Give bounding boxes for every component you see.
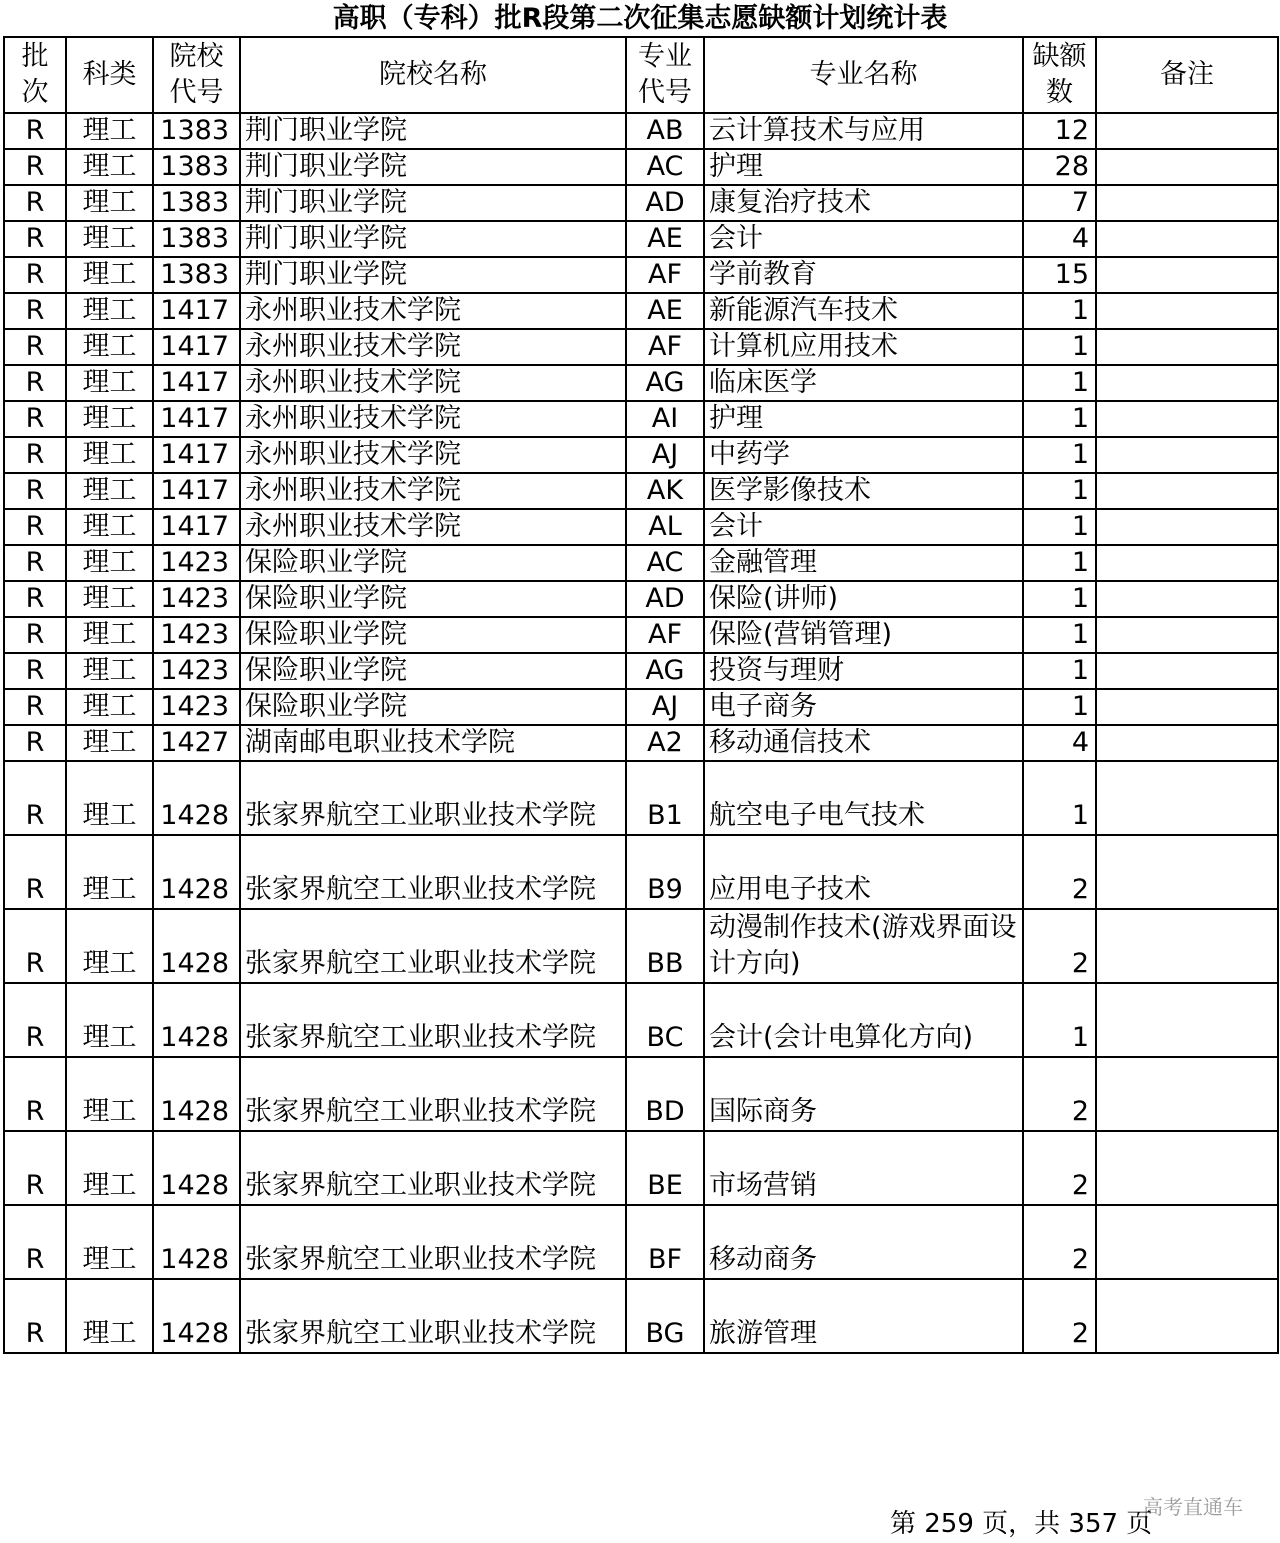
cell-shortage: 1 <box>1023 437 1096 473</box>
cell-shortage: 1 <box>1023 761 1096 835</box>
cell-type: 理工 <box>66 149 153 185</box>
table-row <box>4 1131 1278 1205</box>
cell-major-name: 云计算技术与应用 <box>704 113 1023 149</box>
cell-type: 理工 <box>66 257 153 293</box>
cell-school-name: 荆门职业学院 <box>240 221 626 257</box>
table-row <box>4 437 1278 473</box>
cell-batch: R <box>4 257 66 293</box>
cell-major-code: AL <box>626 509 704 545</box>
cell-school-code: 1428 <box>153 1057 240 1131</box>
cell-type: 理工 <box>66 437 153 473</box>
cell-shortage: 2 <box>1023 835 1096 909</box>
cell-school-code: 1423 <box>153 545 240 581</box>
cell-note <box>1096 1057 1278 1131</box>
table-row <box>4 617 1278 653</box>
cell-note <box>1096 293 1278 329</box>
cell-school-code: 1423 <box>153 689 240 725</box>
cell-note <box>1096 653 1278 689</box>
cell-note <box>1096 689 1278 725</box>
cell-batch: R <box>4 329 66 365</box>
cell-school-code: 1428 <box>153 1279 240 1353</box>
table-row <box>4 473 1278 509</box>
cell-type: 理工 <box>66 185 153 221</box>
cell-note <box>1096 113 1278 149</box>
cell-school-code: 1417 <box>153 329 240 365</box>
cell-type: 理工 <box>66 365 153 401</box>
table-row <box>4 185 1278 221</box>
table-row <box>4 1279 1278 1353</box>
cell-school-name: 荆门职业学院 <box>240 149 626 185</box>
cell-shortage: 1 <box>1023 473 1096 509</box>
cell-note <box>1096 725 1278 761</box>
cell-batch: R <box>4 401 66 437</box>
table-row <box>4 1057 1278 1131</box>
table-row <box>4 761 1278 835</box>
cell-school-code: 1417 <box>153 293 240 329</box>
cell-major-name: 移动通信技术 <box>704 725 1023 761</box>
cell-type: 理工 <box>66 293 153 329</box>
cell-note <box>1096 149 1278 185</box>
cell-type: 理工 <box>66 473 153 509</box>
cell-shortage: 2 <box>1023 1131 1096 1205</box>
cell-note <box>1096 581 1278 617</box>
cell-school-name: 张家界航空工业职业技术学院 <box>240 1205 626 1279</box>
cell-shortage: 12 <box>1023 113 1096 149</box>
header-note: 备注 <box>1096 37 1278 113</box>
cell-batch: R <box>4 909 66 983</box>
cell-school-name: 张家界航空工业职业技术学院 <box>240 761 626 835</box>
cell-major-name: 市场营销 <box>704 1131 1023 1205</box>
cell-note <box>1096 1279 1278 1353</box>
cell-school-code: 1417 <box>153 401 240 437</box>
cell-type: 理工 <box>66 1279 153 1353</box>
cell-major-name: 动漫制作技术(游戏界面设计方向) <box>704 909 1023 983</box>
cell-major-code: BG <box>626 1279 704 1353</box>
page-number: 第 259 页，共 357 页 <box>890 1509 1153 1539</box>
table-row <box>4 365 1278 401</box>
cell-shortage: 1 <box>1023 983 1096 1057</box>
table-row <box>4 689 1278 725</box>
cell-major-name: 应用电子技术 <box>704 835 1023 909</box>
cell-batch: R <box>4 473 66 509</box>
cell-school-name: 张家界航空工业职业技术学院 <box>240 1131 626 1205</box>
cell-shortage: 1 <box>1023 689 1096 725</box>
cell-major-name: 旅游管理 <box>704 1279 1023 1353</box>
cell-major-name: 金融管理 <box>704 545 1023 581</box>
cell-note <box>1096 835 1278 909</box>
cell-school-name: 张家界航空工业职业技术学院 <box>240 983 626 1057</box>
cell-major-code: AC <box>626 545 704 581</box>
cell-shortage: 15 <box>1023 257 1096 293</box>
cell-major-name: 中药学 <box>704 437 1023 473</box>
table-row <box>4 401 1278 437</box>
table-row <box>4 653 1278 689</box>
cell-type: 理工 <box>66 909 153 983</box>
cell-school-name: 保险职业学院 <box>240 545 626 581</box>
cell-school-code: 1417 <box>153 473 240 509</box>
cell-batch: R <box>4 983 66 1057</box>
cell-school-name: 永州职业技术学院 <box>240 473 626 509</box>
cell-school-name: 湖南邮电职业技术学院 <box>240 725 626 761</box>
cell-batch: R <box>4 581 66 617</box>
cell-batch: R <box>4 1057 66 1131</box>
cell-major-code: AJ <box>626 689 704 725</box>
cell-shortage: 7 <box>1023 185 1096 221</box>
table-row <box>4 725 1278 761</box>
cell-note <box>1096 437 1278 473</box>
table-row <box>4 909 1278 983</box>
cell-major-code: AE <box>626 293 704 329</box>
table-row <box>4 983 1278 1057</box>
cell-major-name: 计算机应用技术 <box>704 329 1023 365</box>
cell-major-code: B9 <box>626 835 704 909</box>
cell-school-name: 永州职业技术学院 <box>240 437 626 473</box>
cell-shortage: 1 <box>1023 365 1096 401</box>
header-row <box>4 37 1278 113</box>
cell-major-code: AI <box>626 401 704 437</box>
cell-school-name: 张家界航空工业职业技术学院 <box>240 835 626 909</box>
cell-batch: R <box>4 835 66 909</box>
cell-major-name: 护理 <box>704 149 1023 185</box>
cell-type: 理工 <box>66 617 153 653</box>
cell-school-name: 荆门职业学院 <box>240 185 626 221</box>
cell-type: 理工 <box>66 1131 153 1205</box>
cell-type: 理工 <box>66 113 153 149</box>
cell-shortage: 1 <box>1023 617 1096 653</box>
cell-batch: R <box>4 617 66 653</box>
cell-shortage: 1 <box>1023 545 1096 581</box>
cell-type: 理工 <box>66 545 153 581</box>
cell-school-name: 张家界航空工业职业技术学院 <box>240 1279 626 1353</box>
cell-major-code: B1 <box>626 761 704 835</box>
cell-batch: R <box>4 1205 66 1279</box>
cell-school-name: 永州职业技术学院 <box>240 293 626 329</box>
cell-school-name: 张家界航空工业职业技术学院 <box>240 909 626 983</box>
cell-batch: R <box>4 437 66 473</box>
table-row <box>4 257 1278 293</box>
header-batch: 批 次 <box>4 37 66 113</box>
header-major-code: 专业 代号 <box>626 37 704 113</box>
cell-major-name: 康复治疗技术 <box>704 185 1023 221</box>
cell-shortage: 1 <box>1023 653 1096 689</box>
cell-major-code: AD <box>626 581 704 617</box>
header-shortage: 缺额 数 <box>1023 37 1096 113</box>
cell-school-name: 永州职业技术学院 <box>240 329 626 365</box>
cell-type: 理工 <box>66 653 153 689</box>
cell-major-name: 航空电子电气技术 <box>704 761 1023 835</box>
cell-major-name: 电子商务 <box>704 689 1023 725</box>
cell-school-name: 保险职业学院 <box>240 689 626 725</box>
cell-note <box>1096 473 1278 509</box>
header-school-name: 院校名称 <box>240 37 626 113</box>
cell-school-code: 1423 <box>153 617 240 653</box>
cell-note <box>1096 221 1278 257</box>
cell-batch: R <box>4 689 66 725</box>
cell-major-code: AB <box>626 113 704 149</box>
cell-batch: R <box>4 653 66 689</box>
cell-major-code: AF <box>626 617 704 653</box>
cell-major-code: AF <box>626 329 704 365</box>
cell-note <box>1096 185 1278 221</box>
cell-school-code: 1417 <box>153 437 240 473</box>
cell-major-name: 保险(营销管理) <box>704 617 1023 653</box>
cell-school-code: 1383 <box>153 185 240 221</box>
cell-batch: R <box>4 1279 66 1353</box>
cell-shortage: 1 <box>1023 401 1096 437</box>
cell-school-name: 荆门职业学院 <box>240 257 626 293</box>
cell-school-code: 1417 <box>153 509 240 545</box>
cell-major-name: 学前教育 <box>704 257 1023 293</box>
shortage-table <box>3 36 1279 1354</box>
cell-note <box>1096 761 1278 835</box>
cell-shortage: 1 <box>1023 293 1096 329</box>
watermark: 高考直通车 <box>1143 1495 1243 1519</box>
cell-note <box>1096 1131 1278 1205</box>
cell-shortage: 2 <box>1023 909 1096 983</box>
cell-school-code: 1423 <box>153 653 240 689</box>
cell-type: 理工 <box>66 689 153 725</box>
table-row <box>4 545 1278 581</box>
cell-school-code: 1423 <box>153 581 240 617</box>
cell-major-code: BD <box>626 1057 704 1131</box>
table-row <box>4 835 1278 909</box>
cell-type: 理工 <box>66 401 153 437</box>
cell-batch: R <box>4 509 66 545</box>
cell-school-code: 1428 <box>153 983 240 1057</box>
cell-batch: R <box>4 221 66 257</box>
cell-batch: R <box>4 545 66 581</box>
cell-major-name: 临床医学 <box>704 365 1023 401</box>
cell-shortage: 2 <box>1023 1205 1096 1279</box>
cell-note <box>1096 1205 1278 1279</box>
cell-school-name: 荆门职业学院 <box>240 113 626 149</box>
cell-shortage: 1 <box>1023 329 1096 365</box>
cell-major-name: 移动商务 <box>704 1205 1023 1279</box>
cell-batch: R <box>4 365 66 401</box>
table-row <box>4 113 1278 149</box>
cell-type: 理工 <box>66 983 153 1057</box>
cell-major-name: 护理 <box>704 401 1023 437</box>
cell-major-code: BE <box>626 1131 704 1205</box>
cell-note <box>1096 257 1278 293</box>
cell-major-name: 保险(讲师) <box>704 581 1023 617</box>
cell-major-code: AF <box>626 257 704 293</box>
table-row <box>4 509 1278 545</box>
cell-school-code: 1428 <box>153 909 240 983</box>
cell-major-code: BF <box>626 1205 704 1279</box>
cell-type: 理工 <box>66 221 153 257</box>
table-row <box>4 329 1278 365</box>
cell-school-name: 永州职业技术学院 <box>240 365 626 401</box>
cell-batch: R <box>4 185 66 221</box>
cell-major-name: 会计 <box>704 221 1023 257</box>
cell-major-name: 国际商务 <box>704 1057 1023 1131</box>
cell-major-code: AG <box>626 365 704 401</box>
cell-batch: R <box>4 761 66 835</box>
cell-type: 理工 <box>66 1205 153 1279</box>
cell-major-code: AG <box>626 653 704 689</box>
cell-school-code: 1428 <box>153 1205 240 1279</box>
cell-note <box>1096 909 1278 983</box>
page-title: 高职（专科）批R段第二次征集志愿缺额计划统计表 <box>332 3 948 34</box>
cell-batch: R <box>4 113 66 149</box>
cell-batch: R <box>4 725 66 761</box>
cell-major-name: 会计 <box>704 509 1023 545</box>
cell-note <box>1096 509 1278 545</box>
cell-school-code: 1428 <box>153 835 240 909</box>
cell-type: 理工 <box>66 509 153 545</box>
cell-type: 理工 <box>66 329 153 365</box>
cell-school-name: 张家界航空工业职业技术学院 <box>240 1057 626 1131</box>
cell-school-name: 永州职业技术学院 <box>240 509 626 545</box>
cell-school-code: 1417 <box>153 365 240 401</box>
table-row <box>4 1205 1278 1279</box>
cell-shortage: 2 <box>1023 1279 1096 1353</box>
cell-major-name: 新能源汽车技术 <box>704 293 1023 329</box>
cell-note <box>1096 617 1278 653</box>
cell-school-code: 1428 <box>153 761 240 835</box>
cell-type: 理工 <box>66 761 153 835</box>
cell-shortage: 4 <box>1023 221 1096 257</box>
header-school-code: 院校 代号 <box>153 37 240 113</box>
cell-shortage: 2 <box>1023 1057 1096 1131</box>
table-body <box>4 113 1278 1353</box>
cell-major-code: BC <box>626 983 704 1057</box>
table-row <box>4 149 1278 185</box>
cell-major-code: A2 <box>626 725 704 761</box>
cell-shortage: 28 <box>1023 149 1096 185</box>
cell-school-code: 1383 <box>153 113 240 149</box>
cell-school-name: 永州职业技术学院 <box>240 401 626 437</box>
cell-major-code: AC <box>626 149 704 185</box>
header-major-name: 专业名称 <box>704 37 1023 113</box>
table-row <box>4 293 1278 329</box>
cell-school-name: 保险职业学院 <box>240 617 626 653</box>
cell-note <box>1096 329 1278 365</box>
cell-note <box>1096 401 1278 437</box>
cell-type: 理工 <box>66 725 153 761</box>
cell-major-name: 医学影像技术 <box>704 473 1023 509</box>
cell-shortage: 1 <box>1023 581 1096 617</box>
cell-school-code: 1427 <box>153 725 240 761</box>
cell-note <box>1096 545 1278 581</box>
cell-school-name: 保险职业学院 <box>240 581 626 617</box>
cell-major-name: 会计(会计电算化方向) <box>704 983 1023 1057</box>
cell-batch: R <box>4 1131 66 1205</box>
cell-note <box>1096 983 1278 1057</box>
cell-shortage: 1 <box>1023 509 1096 545</box>
cell-school-code: 1383 <box>153 257 240 293</box>
cell-batch: R <box>4 293 66 329</box>
cell-major-code: AD <box>626 185 704 221</box>
cell-school-code: 1383 <box>153 149 240 185</box>
cell-major-code: AJ <box>626 437 704 473</box>
cell-major-code: AE <box>626 221 704 257</box>
cell-type: 理工 <box>66 581 153 617</box>
cell-major-name: 投资与理财 <box>704 653 1023 689</box>
cell-school-code: 1383 <box>153 221 240 257</box>
cell-shortage: 4 <box>1023 725 1096 761</box>
header-type: 科类 <box>66 37 153 113</box>
cell-major-code: BB <box>626 909 704 983</box>
table-row <box>4 221 1278 257</box>
cell-school-name: 保险职业学院 <box>240 653 626 689</box>
cell-major-code: AK <box>626 473 704 509</box>
cell-type: 理工 <box>66 835 153 909</box>
cell-note <box>1096 365 1278 401</box>
cell-batch: R <box>4 149 66 185</box>
cell-school-code: 1428 <box>153 1131 240 1205</box>
table-row <box>4 581 1278 617</box>
cell-type: 理工 <box>66 1057 153 1131</box>
